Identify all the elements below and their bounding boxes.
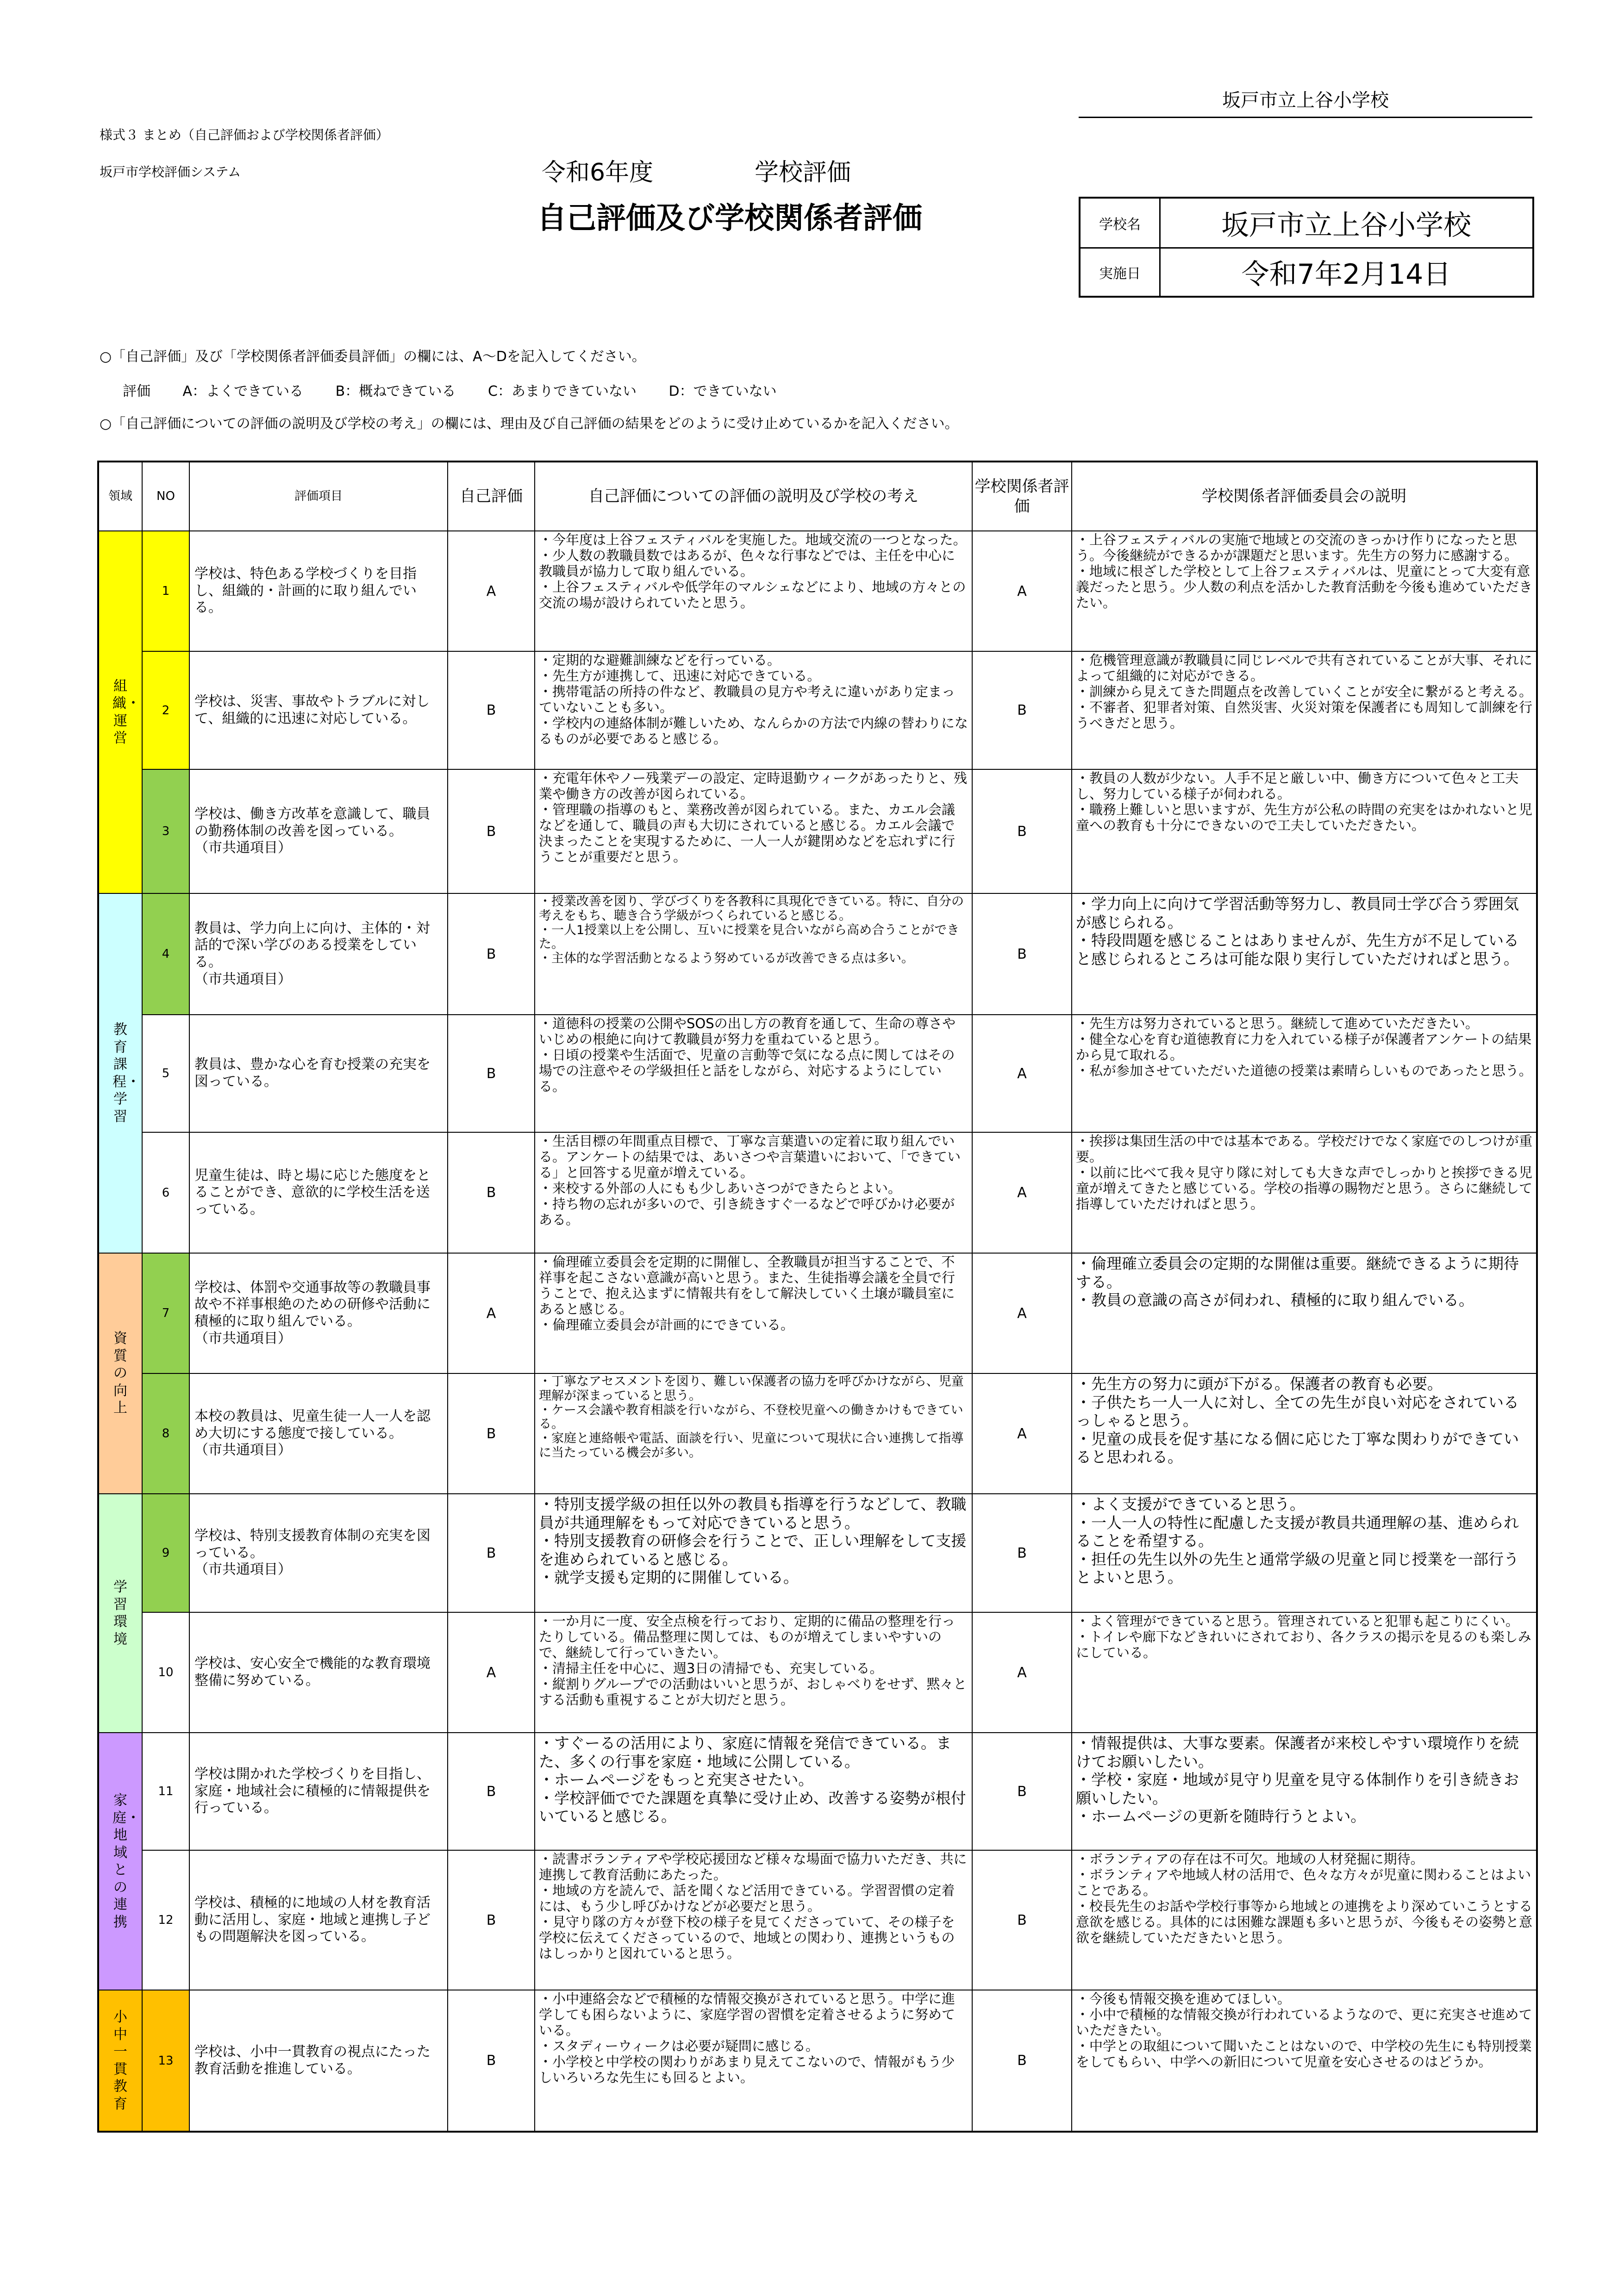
related-evaluation-grade: B (972, 893, 1072, 1015)
evaluation-item (189, 1850, 448, 1990)
evaluation-item (189, 1015, 448, 1132)
self-evaluation-grade: B (448, 1990, 535, 2132)
row-number: 7 (142, 1253, 189, 1373)
row-number: 2 (142, 651, 189, 769)
evaluation-item (189, 1132, 448, 1253)
committee-description: ・先生方は努力されていると思う。継続して進めていただきたい。 ・健全な心を育む道徳教育に力を入れている様子が保護者アンケートの結果から見て取れる。 ・私が参加させていただいた道徳の授業は素晴らしいものであったと思う。 (1072, 1015, 1537, 1132)
header-school-name: 坂戸市立上谷小学校 (1222, 90, 1389, 111)
row-number: 8 (142, 1373, 189, 1494)
committee-description: ・ボランティアの存在は不可欠。地域の人材発掘に期待。 ・ボランティアや地域人材の活用で、色々な方々が児童に関わることはよいことである。 ・校長先生のお話や学校行事等から地域との連携をより深めていこうとする意欲を感じる。具体的には困難な課題も多いと思うが、今後もその姿勢と意欲を継続していただきたいと思う。 (1072, 1850, 1537, 1990)
evaluation-item-text: 学校は、特色ある学校づくりを目指し、組織的・計画的に取り組んでいる。 (194, 566, 417, 616)
self-evaluation-description: ・特別支援学級の担任以外の教員も指導を行うなどして、教職員が共通理解をもって対応できていると思う。 ・特別支援教育の研修会を行うことで、正しい理解をして支援を進められていると感じる。 ・就学支援も定期的に開催している。 (535, 1494, 972, 1612)
self-evaluation-grade: B (448, 1132, 535, 1253)
self-evaluation-grade: B (448, 893, 535, 1015)
school-name-label: 学校名 (1081, 199, 1161, 247)
header-self-eval: 自己評価 (448, 462, 535, 531)
evaluation-item (189, 531, 448, 651)
self-evaluation-grade: B (448, 769, 535, 893)
self-evaluation-grade: B (448, 1373, 535, 1494)
domain-cell (98, 1990, 142, 2132)
evaluation-label: 学校評価 (755, 159, 851, 187)
system-label: 坂戸市学校評価システム (100, 164, 241, 180)
table-header-row (98, 462, 1537, 531)
self-evaluation-grade: B (448, 651, 535, 769)
self-evaluation-description: ・倫理確立委員会を定期的に開催し、全教職員が担当することで、不祥事を起こさない意識が高いと思う。また、生徒指導会議を全員で行うことで、抱え込まずに情報共有をして解決していく土壌が職員室にあると感じる。 ・倫理確立委員会が計画的にできている。 (535, 1253, 972, 1373)
committee-description: ・学力向上に向けて学習活動等努力し、教員同士学び合う雰囲気が感じられる。 ・特段問題を感じることはありませんが、先生方が不足していると感じられるところは可能な限り実行していただければと思う。 (1072, 893, 1537, 1015)
grade-legend (123, 380, 805, 400)
row-number: 1 (142, 531, 189, 651)
table-row (98, 1612, 1537, 1733)
related-evaluation-grade: B (972, 1494, 1072, 1612)
header-domain: 領域 (98, 462, 142, 531)
row-number: 3 (142, 769, 189, 893)
committee-description: ・今後も情報交換を進めてほしい。 ・小中で積極的な情報交換が行われているようなので、更に充実させ進めていただきたい。 ・中学との取組について聞いたことはないので、中学校の先生にも特別授業をしてもらい、中学への新旧について児童を安心させるのはどうか。 (1072, 1990, 1537, 2132)
grade-b: B：概ねできている (335, 383, 456, 399)
related-evaluation-grade: B (972, 769, 1072, 893)
evaluation-item-text: 児童生徒は、時と場に応じた態度をとることができ、意欲的に学校生活を送っている。 (194, 1167, 431, 1217)
domain-label: 家庭・地域との連携 (112, 1792, 140, 1930)
table-row (98, 1373, 1537, 1494)
self-evaluation-grade: A (448, 1612, 535, 1733)
row-number: 10 (142, 1612, 189, 1733)
committee-description: ・よく支援ができていると思う。 ・一人一人の特性に配慮した支援が教員共通理解の基、進められることを希望する。 ・担任の先生以外の先生と通常学級の児童と同じ授業を一部行うとよいと思う。 (1072, 1494, 1537, 1612)
row-number: 6 (142, 1132, 189, 1253)
table-row (98, 531, 1537, 651)
header-no: NO (142, 462, 189, 531)
related-evaluation-grade: A (972, 1132, 1072, 1253)
related-evaluation-grade: B (972, 651, 1072, 769)
table-row (98, 1253, 1537, 1373)
header-underline (1079, 117, 1532, 118)
date-label: 実施日 (1081, 248, 1161, 296)
table-row (98, 1015, 1537, 1132)
header-related-eval: 学校関係者評価 (972, 462, 1072, 531)
related-evaluation-grade: B (972, 1733, 1072, 1850)
row-number: 12 (142, 1850, 189, 1990)
evaluation-item-text: 学校は開かれた学校づくりを目指し、家庭・地域社会に積極的に情報提供を行っている。 (194, 1766, 431, 1816)
table-row (98, 1494, 1537, 1612)
domain-label: 資質の向上 (113, 1330, 127, 1416)
school-name-value: 坂戸市立上谷小学校 (1221, 209, 1471, 242)
related-evaluation-grade: A (972, 1612, 1072, 1733)
related-evaluation-grade: A (972, 1373, 1072, 1494)
evaluation-table (97, 461, 1538, 2133)
info-row-date (1081, 248, 1532, 296)
form-label: 様式３ まとめ（自己評価および学校関係者評価） (100, 127, 389, 143)
row-number: 11 (142, 1733, 189, 1850)
related-evaluation-grade: A (972, 531, 1072, 651)
grade-c: C：あまりできていない (488, 383, 637, 399)
self-evaluation-grade: B (448, 1733, 535, 1850)
committee-description: ・倫理確立委員会の定期的な開催は重要。継続できるように期待する。 ・教員の意識の高さが伺われ、積極的に取り組んでいる。 (1072, 1253, 1537, 1373)
domain-cell (98, 531, 142, 893)
self-evaluation-description: ・授業改善を図り、学びづくりを各教科に具現化できている。特に、自分の考えをもち、聴き合う学級がつくられていると感じる。 ・一人1授業以上を公開し、互いに授業を見合いながら高め合うことができた。 ・主体的な学習活動となるよう努めているが改善できる点は多い。 (535, 893, 972, 1015)
committee-description: ・情報提供は、大事な要素。保護者が来校しやすい環境作りを続けてお願いしたい。 ・学校・家庭・地域が見守り児童を見守る体制作りを引き続きお願いしたい。 ・ホームページの更新を随時行うとよい。 (1072, 1733, 1537, 1850)
committee-description: ・挨拶は集団生活の中では基本である。学校だけでなく家庭でのしつけが重要。 ・以前に比べて我々見守り隊に対しても大きな声でしっかりと挨拶できる児童が増えてきたと感じている。学校の指導の賜物だと思う。さらに継続して指導していただければと思う。 (1072, 1132, 1537, 1253)
evaluation-item (189, 1612, 448, 1733)
related-evaluation-grade: A (972, 1253, 1072, 1373)
table-row (98, 1990, 1537, 2132)
evaluation-item (189, 893, 448, 1015)
evaluation-item-text: 教員は、学力向上に向け、主体的・対話的で深い学びのある授業をしている。 （市共通項目） (194, 920, 430, 987)
row-number: 13 (142, 1990, 189, 2132)
self-evaluation-grade: B (448, 1015, 535, 1132)
grade-legend-prefix: 評価 (123, 383, 150, 399)
evaluation-item-text: 本校の教員は、児童生徒一人一人を認め大切にする態度で接している。 （市共通項目） (194, 1408, 431, 1459)
evaluation-item-text: 学校は、災害、事故やトラブルに対して、組織的に迅速に対応している。 (194, 693, 430, 727)
evaluation-item-text: 学校は、安心安全で機能的な教育環境整備に努めている。 (194, 1655, 431, 1689)
committee-description: ・教員の人数が少ない。人手不足と厳しい中、働き方について色々と工夫し、努力している様子が伺われる。 ・職務上難しいと思いますが、先生方が公私の時間の充実をはかれないと児童への教育も十分にできないので工夫していただきたい。 (1072, 769, 1537, 893)
self-evaluation-grade: B (448, 1494, 535, 1612)
table-row (98, 651, 1537, 769)
evaluation-item (189, 1494, 448, 1612)
info-box (1079, 197, 1534, 298)
domain-label: 学習環境 (113, 1579, 127, 1647)
evaluation-item (189, 769, 448, 893)
self-evaluation-description: ・すぐーるの活用により、家庭に情報を発信できている。また、多くの行事を家庭・地域に公開している。 ・ホームページをもっと充実させたい。 ・学校評価ででた課題を真摯に受け止め、改善する姿勢が根付いていると感じる。 (535, 1733, 972, 1850)
header-committee-desc: 学校関係者評価委員会の説明 (1072, 462, 1537, 531)
evaluation-item (189, 1373, 448, 1494)
self-evaluation-grade: B (448, 1850, 535, 1990)
evaluation-item (189, 1733, 448, 1850)
evaluation-item-text: 学校は、体罰や交通事故等の教職員事故や不祥事根絶のための研修や活動に積極的に取り組んでいる。 （市共通項目） (194, 1279, 431, 1347)
domain-cell (98, 1733, 142, 1990)
self-evaluation-description: ・丁寧なアセスメントを図り、難しい保護者の協力を呼びかけながら、児童理解が深まっていると思う。 ・ケース会議や教育相談を行いながら、不登校児童への働きかけもできている。 ・家庭と連絡帳や電話、面談を行い、児童について現状に合い連携して指導に当たっている機会が多い。 (535, 1373, 972, 1494)
related-evaluation-grade: A (972, 1015, 1072, 1132)
evaluation-item (189, 1990, 448, 2132)
evaluation-item-text: 教員は、豊かな心を育む授業の充実を図っている。 (194, 1056, 431, 1090)
self-evaluation-grade: A (448, 1253, 535, 1373)
domain-cell (98, 1494, 142, 1733)
domain-label: 教育課程・学習 (112, 1022, 140, 1125)
related-evaluation-grade: B (972, 1850, 1072, 1990)
header-self-desc: 自己評価についての評価の説明及び学校の考え (535, 462, 972, 531)
domain-cell (98, 893, 142, 1253)
domain-label: 小中一貫教育 (113, 2009, 127, 2112)
table-row (98, 769, 1537, 893)
self-evaluation-description: ・道徳科の授業の公開やSOSの出し方の教育を通して、生命の尊さやいじめの根絶に向けて教職員が努力を重ねていると思う。 ・日頃の授業や生活面で、児童の言動等で気になる点に関してはその場での注意やその学級担任と話をしながら、対応するようにしている。 (535, 1015, 972, 1132)
grade-a: A：よくできている (182, 383, 304, 399)
self-evaluation-description: ・読書ボランティアや学校応援団など様々な場面で協力いただき、共に連携して教育活動にあたった。 ・地域の方を読んで、話を聞くなど活用できている。学習習慣の定着には、もう少し呼びかけなどが必要だと思う。 ・見守り隊の方々が登下校の様子を見てくださっていて、その様子を学校に伝えてくださっているので、地域との関わり、連携というものはしっかりと図れていると思う。 (535, 1850, 972, 1990)
self-evaluation-description: ・定期的な避難訓練などを行っている。 ・先生方が連携して、迅速に対応できている。 ・携帯電話の所持の件など、教職員の見方や考えに違いがあり定まっていないことも多い。 ・学校内の連絡体制が難しいため、なんらかの方法で内線の替わりになるものが必要であると感じる。 (535, 651, 972, 769)
table-row (98, 1733, 1537, 1850)
row-number: 9 (142, 1494, 189, 1612)
row-number: 4 (142, 893, 189, 1015)
domain-cell (98, 1253, 142, 1494)
table-row (98, 893, 1537, 1015)
fiscal-year: 令和6年度 (542, 159, 654, 187)
info-row-school (1081, 199, 1532, 249)
instruction-note-2: ○「自己評価についての評価の説明及び学校の考え」の欄には、理由及び自己評価の結果をどのように受け止めているかを記入ください。 (100, 416, 959, 432)
header-item: 評価項目 (189, 462, 448, 531)
evaluation-item-text: 学校は、小中一貫教育の視点にたった教育活動を推進している。 (194, 2043, 431, 2077)
date-value: 令和7年2月14日 (1241, 258, 1451, 291)
grade-d: D：できていない (668, 383, 777, 399)
evaluation-item (189, 1253, 448, 1373)
page-title: 自己評価及び学校関係者評価 (537, 201, 922, 236)
self-evaluation-description: ・小中連絡会などで積極的な情報交換がされていると思う。中学に進学しても困らないように、家庭学習の習慣を定着させるように努めている。 ・スタディーウィークは必要が疑問に感じる。 ・小学校と中学校の関わりがあまり見えてこないので、情報がもう少しいろいろな先生にも回るとよい。 (535, 1990, 972, 2132)
committee-description: ・上谷フェスティバルの実施で地域との交流のきっかけ作りになったと思う。今後継続ができるかが課題だと思います。先生方の努力に感謝する。 ・地域に根ざした学校として上谷フェスティバルは、児童にとって大変有意義だったと思う。少人数の利点を活かした教育活動を今後も進めていただきたい。 (1072, 531, 1537, 651)
self-evaluation-description: ・今年度は上谷フェスティバルを実施した。地域交流の一つとなった。 ・少人数の教職員数ではあるが、色々な行事などでは、主任を中心に教職員が協力して取り組んでいる。 ・上谷フェスティバルや低学年のマルシェなどにより、地域の方々との交流の場が設けられていたと思う。 (535, 531, 972, 651)
related-evaluation-grade: B (972, 1990, 1072, 2132)
committee-description: ・先生方の努力に頭が下がる。保護者の教育も必要。 ・子供たち一人一人に対し、全ての先生が良い対応をされているっしゃると思う。 ・児童の成長を促す基になる個に応じた丁寧な関わりができていると思われる。 (1072, 1373, 1537, 1494)
self-evaluation-description: ・充電年休やノー残業デーの設定、定時退勤ウィークがあったりと、残業や働き方の改善が図られている。 ・管理職の指導のもと、業務改善が図られている。また、カエル会議などを通して、職員の声も大切にされていると感じる。カエル会議で決まったことを実現するために、一人一人が鍵閉めなどを忘れずに行うことが重要だと思う。 (535, 769, 972, 893)
self-evaluation-description: ・生活目標の年間重点目標で、丁寧な言葉遣いの定着に取り組んでいる。アンケートの結果では、あいさつや言葉遣いにおいて、「できている」と回答する児童が増えている。 ・来校する外部の人にもも少しあいさつができたらとよい。 ・持ち物の忘れが多いので、引き続きすぐ一るなどで呼びかけ必要がある。 (535, 1132, 972, 1253)
row-number: 5 (142, 1015, 189, 1132)
self-evaluation-grade: A (448, 531, 535, 651)
table-row (98, 1850, 1537, 1990)
committee-description: ・よく管理ができていると思う。管理されていると犯罪も起こりにくい。 ・トイレや廊下などきれいにされており、各クラスの掲示を見るのも楽しみにしている。 (1072, 1612, 1537, 1733)
table-row (98, 1132, 1537, 1253)
evaluation-item-text: 学校は、積極的に地域の人材を教育活動に活用し、家庭・地域と連携し子どもの問題解決を図っている。 (194, 1895, 431, 1945)
evaluation-item-text: 学校は、特別支援教育体制の充実を図っている。 （市共通項目） (194, 1528, 431, 1578)
evaluation-item (189, 651, 448, 769)
instruction-note-1: ○「自己評価」及び「学校関係者評価委員評価」の欄には、A～Dを記入してください。 (100, 349, 646, 365)
self-evaluation-description: ・一か月に一度、安全点検を行っており、定期的に備品の整理を行ったりしている。備品整理に関しては、ものが増えてしまいやすいので、継続して行っていきたい。 ・清掃主任を中心に、週3日の清掃でも、充実している。 ・縦割りグループでの活動はいいと思うが、おしゃべりをせず、黙々とする活動も重視することが大切だと思う。 (535, 1612, 972, 1733)
domain-label: 組織・運営 (112, 678, 140, 746)
committee-description: ・危機管理意識が教職員に同じレベルで共有されていることが大事、それによって組織的に対応ができる。 ・訓練から見えてきた問題点を改善していくことが安全に繋がると考える。 ・不審者、犯罪者対策、自然災害、火災対策を保護者にも周知して訓練を行うべきだと思う。 (1072, 651, 1537, 769)
evaluation-item-text: 学校は、働き方改革を意識して、職員の勤務体制の改善を図っている。 （市共通項目） (194, 806, 431, 856)
